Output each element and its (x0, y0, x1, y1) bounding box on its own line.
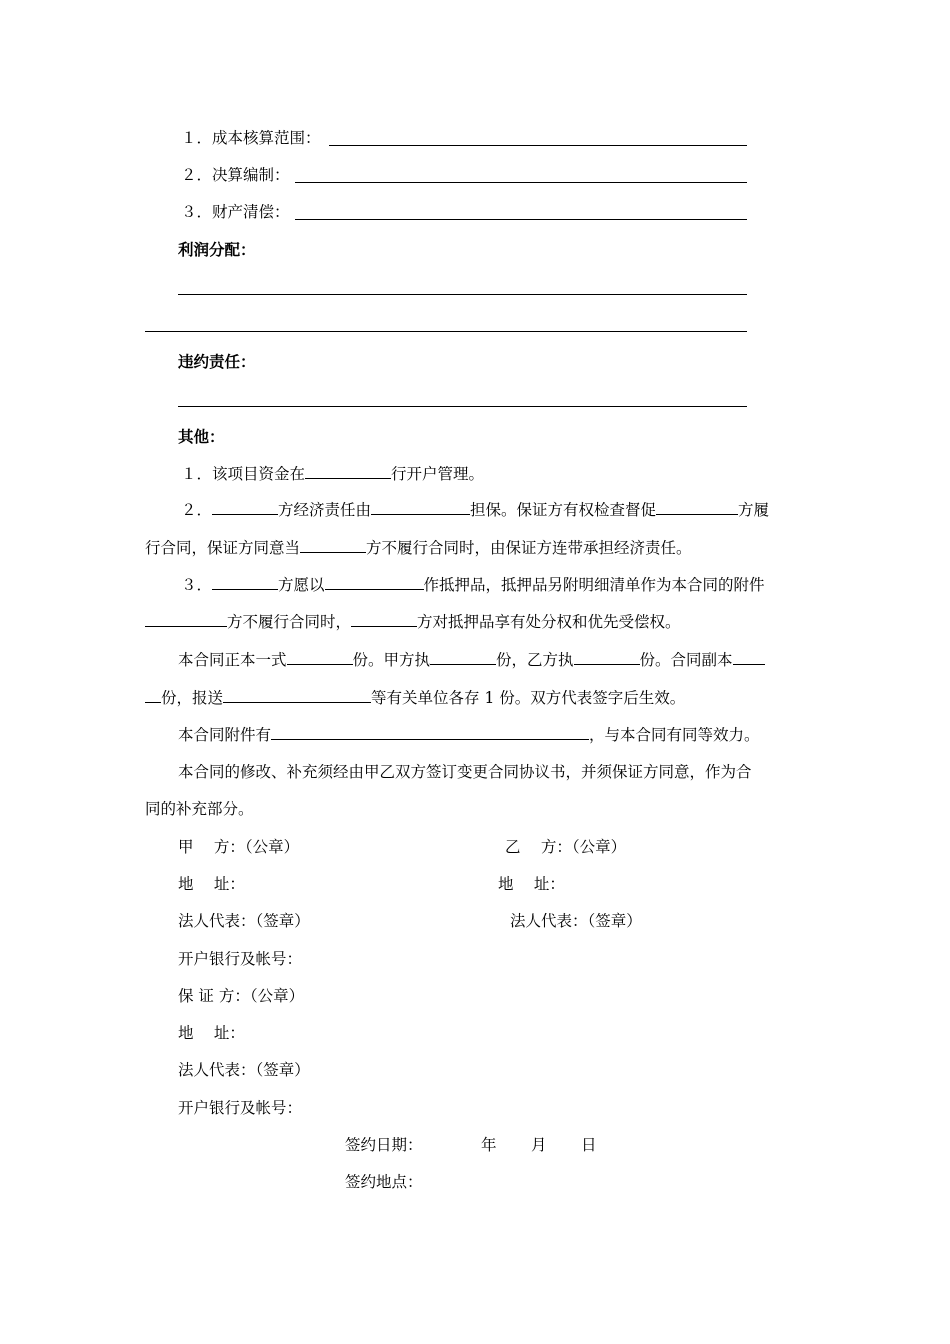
accounting-item-2: ２．决算编制： (181, 166, 290, 184)
attachment-line (178, 725, 760, 745)
party-b-address: 地 址： (498, 875, 565, 893)
other-item-3-text-e: 方对抵押品享有处分权和优先受偿权。 (417, 613, 681, 631)
other-item-3-line-2 (145, 612, 681, 632)
accounting-item-3-blank[interactable] (295, 219, 747, 220)
duplicate-blank-b[interactable] (145, 688, 161, 703)
party-a-address: 地 址： (178, 875, 245, 893)
other-item-2-line-1 (181, 500, 769, 520)
signing-year: 年 (481, 1136, 497, 1154)
copies-text-a: 本合同正本一式 (178, 651, 287, 669)
attachment-text-b: ，与本合同有同等效力。 (589, 726, 760, 744)
guarantor-label: 保 证 方：（公章） (178, 987, 305, 1005)
copies-line-2 (145, 688, 685, 708)
signing-day: 日 (581, 1136, 597, 1154)
other-item-3-text-b: 方愿以 (278, 576, 325, 594)
signing-place-label: 签约地点： (345, 1173, 423, 1191)
party-a-rep: 法人代表：（签章） (178, 912, 310, 930)
accounting-item-3: ３．财产清偿： (181, 203, 290, 221)
party-b-rep: 法人代表：（签章） (510, 912, 642, 930)
other-item-2-text-d: 方履 (738, 501, 770, 519)
profit-blank-1[interactable] (178, 294, 747, 295)
bank-blank[interactable] (305, 464, 391, 479)
accounting-item-2-blank[interactable] (295, 182, 747, 183)
party-a-label: 甲 方：（公章） (178, 838, 300, 856)
other-item-3-line-1 (181, 575, 765, 595)
other-item-2-line-2 (145, 538, 692, 558)
collateral-blank[interactable] (325, 575, 424, 590)
copies-total-blank[interactable] (287, 650, 353, 665)
other-item-2-text-b: 方经济责任由 (278, 501, 372, 519)
other-item-2-text-a: ２． (181, 501, 213, 519)
breach-heading: 违约责任： (178, 353, 256, 371)
other-item-3-text-c: 作抵押品，抵押品另附明细清单作为本合同的附件 (423, 576, 765, 594)
other-item-2-text-f: 方不履行合同时，由保证方连带承担经济责任。 (366, 539, 692, 557)
party-blank-5[interactable] (145, 612, 227, 627)
attachment-blank[interactable] (271, 725, 589, 740)
amendment-line-2: 同的补充部分。 (145, 800, 254, 818)
breach-blank[interactable] (178, 406, 747, 407)
copies-text-b: 份。甲方执 (352, 651, 431, 669)
duplicate-blank-a[interactable] (733, 650, 765, 665)
other-item-3-text-d: 方不履行合同时， (227, 613, 352, 631)
other-item-2-text-c: 担保。保证方有权检查督促 (470, 501, 657, 519)
party-a-bank: 开户银行及帐号： (178, 950, 303, 968)
party-blank-6[interactable] (351, 612, 417, 627)
other-heading: 其他： (178, 428, 225, 446)
copies-a-blank[interactable] (430, 650, 496, 665)
profit-blank-2[interactable] (145, 331, 747, 332)
party-b-label: 乙 方：（公章） (505, 838, 627, 856)
accounting-item-1: １．成本核算范围： (181, 129, 321, 147)
guarantor-blank[interactable] (371, 500, 470, 515)
copies-text-e: 份，报送 (161, 689, 224, 707)
party-blank-1[interactable] (212, 500, 278, 515)
other-item-1-text-b: 行开户管理。 (391, 465, 485, 483)
party-blank-4[interactable] (212, 575, 278, 590)
other-item-3-text-a: ３． (181, 576, 213, 594)
party-blank-3[interactable] (300, 538, 366, 553)
accounting-item-1-blank[interactable] (329, 145, 747, 146)
profit-heading: 利润分配： (178, 241, 256, 259)
signing-date-label: 签约日期： (345, 1136, 423, 1154)
recipient-blank[interactable] (223, 688, 371, 703)
copies-line-1 (178, 650, 765, 670)
other-item-1-text-a: １．该项目资金在 (181, 465, 306, 483)
signing-month: 月 (531, 1136, 547, 1154)
copies-text-f: 等有关单位各存 1 份。双方代表签字后生效。 (371, 689, 686, 707)
party-blank-2[interactable] (656, 500, 738, 515)
other-item-1 (181, 464, 484, 484)
other-item-2-text-e: 行合同，保证方同意当 (145, 539, 301, 557)
guarantor-rep: 法人代表：（签章） (178, 1061, 310, 1079)
guarantor-address: 地 址： (178, 1024, 245, 1042)
copies-b-blank[interactable] (574, 650, 640, 665)
copies-text-c: 份，乙方执 (496, 651, 574, 669)
guarantor-bank: 开户银行及帐号： (178, 1099, 303, 1117)
copies-text-d: 份。合同副本 (639, 651, 733, 669)
amendment-line-1: 本合同的修改、补充须经由甲乙双方签订变更合同协议书，并须保证方同意，作为合 (178, 763, 752, 781)
attachment-text-a: 本合同附件有 (178, 726, 272, 744)
